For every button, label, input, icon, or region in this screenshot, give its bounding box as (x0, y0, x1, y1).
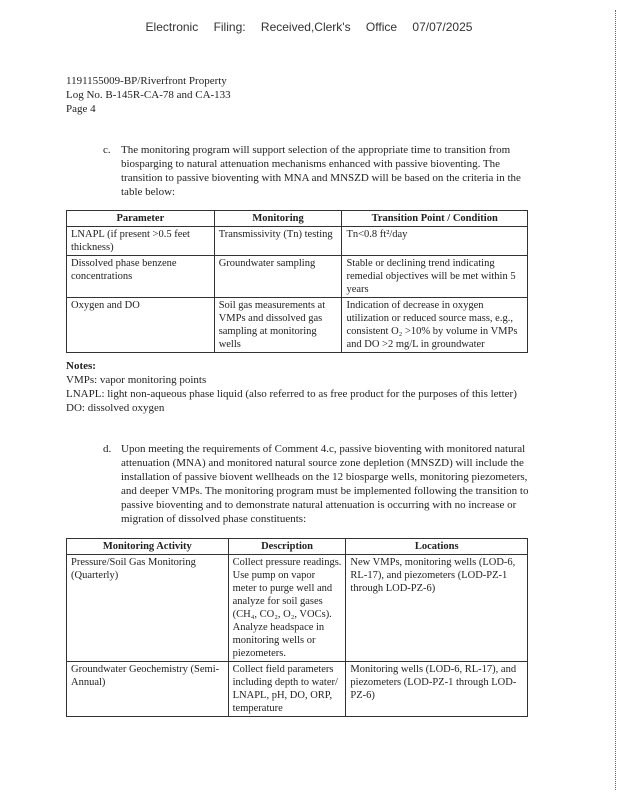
table-row (67, 227, 528, 256)
stamp-electronic: Electronic (145, 20, 199, 34)
note-do: DO: dissolved oxygen (66, 402, 165, 414)
item-c-text: The monitoring program will support selection of the appropriate time to transition from biosparging to natural attenuation mechanisms enhanced with passive bioventing. The transition to passive bioventing with MNA and MNSZD will be based on the criteria in the table below: (121, 144, 521, 198)
stamp-date: 07/07/2025 (412, 20, 473, 34)
col-header-monitoring: Monitoring (214, 211, 342, 227)
item-d-label: d. (103, 443, 112, 455)
letter-header (66, 74, 231, 116)
header-project: 1191155009-BP/Riverfront Property (66, 75, 227, 87)
col-header-locations: Locations (346, 539, 528, 555)
stamp-office: Office (365, 20, 398, 34)
table-row (67, 555, 528, 662)
col-header-transition-point: Transition Point / Condition (342, 211, 528, 227)
col-header-parameter: Parameter (67, 211, 215, 227)
table-cell: Stable or declining trend indicating remedial objectives will be met within 5 years (342, 256, 528, 298)
table-row (67, 298, 528, 353)
table-cell: Pressure/Soil Gas Monitoring (Quarterly) (67, 555, 229, 662)
table-cell: Groundwater Geochemistry (Semi-Annual) (67, 662, 229, 717)
note-lnapl: LNAPL: light non-aqueous phase liquid (also referred to as free product for the purposes of this letter) (66, 388, 517, 400)
table-cell: Dissolved phase benzene concentrations (67, 256, 215, 298)
table-row (67, 256, 528, 298)
item-c-label: c. (103, 144, 111, 156)
notes-title: Notes: (66, 360, 96, 372)
table-header-row (67, 211, 528, 227)
table-cell: Collect field parameters including depth to water/ LNAPL, pH, DO, ORP, temperature (228, 662, 346, 717)
table-cell: Groundwater sampling (214, 256, 342, 298)
table-header-row (67, 539, 528, 555)
transition-criteria-table (66, 210, 528, 353)
item-d (103, 442, 543, 526)
table-cell: Tn<0.8 ft²/day (342, 227, 528, 256)
col-header-monitoring-activity: Monitoring Activity (67, 539, 229, 555)
header-page-number: Page 4 (66, 103, 96, 115)
stamp-filing: Filing: (213, 20, 246, 34)
header-log-number: Log No. B-145R-CA-78 and CA-133 (66, 89, 231, 101)
monitoring-activity-table (66, 538, 528, 717)
table-cell: Monitoring wells (LOD-6, RL-17), and piezometers (LOD-PZ-1 through LOD-PZ-6) (346, 662, 528, 717)
filing-stamp (0, 20, 618, 34)
item-d-text: Upon meeting the requirements of Comment 4.c, passive bioventing with monitored natural attenuation (MNA) and monitored natural source zone depletion (MNSZD) will include the installation of passive biovent wellheads on the 12 biosparge wells, monitoring piezometers, and deeper VMPs. The monitoring program must be implemented following the transition to passive bioventing and to demonstrate natural attenuation is occurring with no increase or migration of dissolved phase constituents: (121, 443, 529, 525)
table-cell: New VMPs, monitoring wells (LOD-6, RL-17), and piezometers (LOD-PZ-1 through LOD-PZ-6) (346, 555, 528, 662)
table-cell: Soil gas measurements at VMPs and dissolved gas sampling at monitoring wells (214, 298, 342, 353)
table-cell: Indication of decrease in oxygen utilization or reduced source mass, e.g., consistent O₂ >10% by volume in VMPs and DO >2 mg/L in groundwater (342, 298, 528, 353)
stamp-received-clerks: Received,Clerk's (260, 20, 351, 34)
table-cell: LNAPL (if present >0.5 feet thickness) (67, 227, 215, 256)
page-edge-marks (613, 10, 616, 790)
table-cell: Oxygen and DO (67, 298, 215, 353)
table-cell: Transmissivity (Tn) testing (214, 227, 342, 256)
table-notes (66, 359, 536, 415)
item-c (103, 143, 543, 199)
table-cell: Collect pressure readings. Use pump on vapor meter to purge well and analyze for soil gases (CH₄, CO₂, O₂, VOCs). Analyze headspace in monitoring wells or piezometers. (228, 555, 346, 662)
table-row (67, 662, 528, 717)
note-vmps: VMPs: vapor monitoring points (66, 374, 207, 386)
col-header-description: Description (228, 539, 346, 555)
